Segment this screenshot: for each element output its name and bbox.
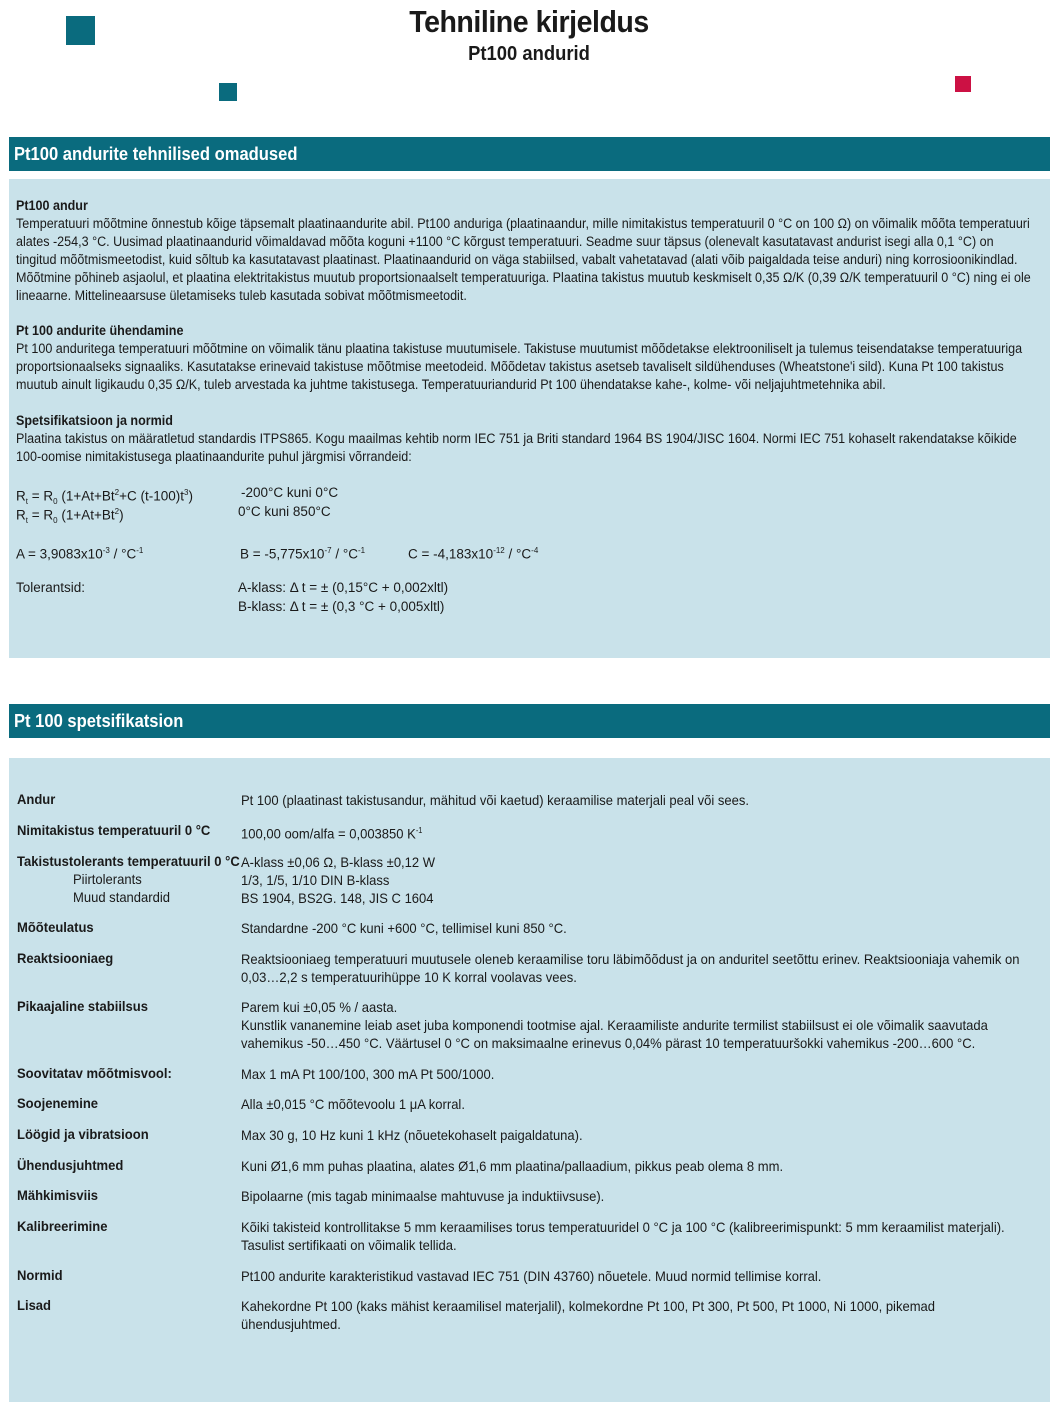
spec-label: Soovitatav mõõtmisvool: [17,1065,172,1081]
spec-value: BS 1904, BS2G. 148, JIS C 1604 [241,890,434,906]
spec-label: Kalibreerimine [17,1218,108,1234]
spec-label: Andur [17,791,56,807]
coefficient-b: $B = -5,775x10^{-7} / ^\circ C^{-1}$ [240,546,366,562]
spec-label: Ühendusjuhtmed [17,1157,124,1173]
decor-square-red [955,76,971,92]
spec-label: Reaktsiooniaeg [17,950,114,966]
text-line: lineaarne. Mittelineaarsuse ületamiseks tuleb kasutada sobivat mõõtmismeetodit. [16,288,467,303]
spec-value: Alla ±0,015 °C mõõtevoolu 1 μA korral. [241,1096,465,1112]
page-title: Tehniline kirjeldus [409,4,649,39]
coefficient-a: $A = 3,9083x10^{-3} / ^\circ C^{-1}$ [16,546,144,562]
paragraph-andur [16,197,1058,305]
spec-label: Soojenemine [17,1095,99,1111]
spec-value: Kunstlik vananemine leiab aset juba komponendi tootmise ajal. Keraamiliste andurite termilist stabiilsust ei ole võimalik saavutada [241,1017,988,1033]
spec-label: Takistustolerants temperatuuril 0 °C [17,853,240,869]
paragraph-specification [16,412,1058,466]
spec-label: Mõõteulatus [17,919,94,935]
spec-label: Lisad [17,1297,52,1313]
text-line: muutub ainult ligikaudu 0,35 Ω/K, tuleb arvestada ka juhtme takistusega. Temperatuuriandurid Pt 100 ühendatakse kahe-, kolme- või neljajuhtmetehnika abil. [16,377,886,392]
formula-range-high: 0°C kuni 850°C [238,504,331,519]
text-line: Plaatina takistus on määratletud standardis ITPS865. Kogu maailmas kehtib norm IEC 751 ja Briti standard 1964 BS 1904/JISC 1604. Normi IEC 751 kohaselt rakendatakse kõikide [16,431,1017,446]
paragraph-connection [16,322,1058,394]
spec-sublabel: Piirtolerants [73,871,142,887]
spec-value: vahemikus -50…450 °C. Väärtusel 0 °C on maksimaalne erinevus 0,04% pärast 10 temperatuuršokki vahemikus -200…600 °C. [241,1035,976,1051]
section-heading: Pt100 andurite tehnilised omadused [14,144,298,164]
spec-value: Max 1 mA Pt 100/100, 300 mA Pt 500/1000. [241,1066,495,1082]
paragraph-title: Spetsifikatsioon ja normid [16,413,173,428]
section-header-properties [9,137,1050,171]
tolerance-class-b: B-klass: Δ t = ± (0,3 °C + 0,005xltl) [238,599,445,614]
spec-value: Bipolaarne (mis tagab minimaalse mahtuvuse ja induktiivsuse). [241,1188,605,1204]
spec-value: Pt100 andurite karakteristikud vastavad IEC 751 (DIN 43760) nõuetele. Muud normid tellimise korral. [241,1268,822,1284]
spec-value-text: 100,00 oom/alfa = 0,003850 K [241,825,416,842]
spec-value: Kahekordne Pt 100 (kaks mähist keraamilisel materjalil), kolmekordne Pt 100, Pt 300, Pt 500, Pt 1000, Ni 1000, pikemad [241,1298,936,1314]
spec-value: Tasulist sertifikaati on võimalik tellida. [241,1237,457,1253]
spec-value: 1/3, 1/5, 1/10 DIN B-klass [241,872,390,888]
spec-value: Kõiki takisteid kontrollitakse 5 mm keraamilises torus temperatuuridel 0 °C ja 100 °C (kalibreerimispunkt: 5 mm keraamilist materjali). [241,1219,1005,1235]
spec-value: Kuni Ø1,6 mm puhas plaatina, alates Ø1,6 mm plaatina/pallaadium, pikkus peab olema 8 mm. [241,1158,784,1174]
spec-sublabel: Muud standardid [73,889,170,905]
spec-label: Nimitakistus temperatuuril 0 °C [17,822,211,838]
spec-value: Parem kui ±0,05 % / aasta. [241,999,398,1015]
spec-value: A-klass ±0,06 Ω, B-klass ±0,12 W [241,854,436,870]
tolerance-class-a: A-klass: Δ t = ± (0,15°C + 0,002xltl) [238,580,449,595]
paragraph-title: Pt 100 andurite ühendamine [16,323,184,338]
spec-value: Reaktsiooniaeg temperatuuri muutusele oleneb keraamilise toru läbimõõdust ja on anduritel seetõttu erinev. Reaktsiooniaja vahemik on [241,951,1020,967]
spec-label: Normid [17,1267,63,1283]
spec-label: Pikaajaline stabiilsus [17,998,148,1014]
spec-value: 0,03…2,2 s temperatuurihüppe 10 K korral voolavas vees. [241,969,577,985]
section-header-specification [9,704,1050,738]
coefficient-c: $C = -4,183x10^{-12} / ^\circ C^{-4}$ [408,546,539,562]
spec-value: Pt 100 (plaatinast takistusandur, mähitud või kaetud) keraamilise materjali peal või sees. [241,792,750,808]
text-line: Pt 100 anduritega temperatuuri mõõtmine on võimalik tänu plaatina takistuse muutumisele. Takistuse muutumist mõõdetakse elektrooniliselt ja tulemus teisendatakse temperatuuriga [16,341,1023,356]
spec-label: Mähkimisviis [17,1187,99,1203]
spec-value: Standardne -200 °C kuni +600 °C, tellimisel kuni 850 °C. [241,920,567,936]
text-line: Temperatuuri mõõtmine õnnestub kõige täpsemalt plaatinaandurite abil. Pt100 anduriga (plaatinaandur, mille nimitakistus temperatuuril 0 °C on 100 Ω) on võimalik mõõta temperatuuri [16,216,1030,231]
text-line: proportsionaalseks signaaliks. Kasutatakse erinevaid takistuse mõõtmise meetodeid. Mõõdetav takistus asetseb tavaliselt sildühenduses (Wheatstone'i sild). Kuna Pt 100 takistus [16,359,1004,374]
tolerance-label: Tolerantsid: [16,580,86,595]
section-heading: Pt 100 spetsifikatsion [14,711,184,731]
paragraph-title: Pt100 andur [16,198,88,213]
text-line: 100-oomise nimitakistusega plaatinaandurite puhul järgmisi võrrandeid: [16,449,412,464]
decor-square-teal-small [219,83,237,101]
spec-value: ühendusjuhtmed. [241,1316,341,1332]
spec-value: Max 30 g, 10 Hz kuni 1 kHz (nõuetekohaselt paigaldatuna). [241,1127,583,1143]
text-line: Mõõtmine põhineb asjaolul, et plaatina elektritakistus muutub proportsionaalselt temperatuuriga. Plaatina takistus muutub keskmiselt 0,35 Ω/K (0,39 Ω/K temperatuuril 0 °C) ning ei ole [16,270,1031,285]
spec-label: Löögid ja vibratsioon [17,1126,149,1142]
spec-value: 100,00 oom/alfa = 0,003850 $K^{-1}$ [241,825,423,842]
formula-rt-low: $R_t = R_0$ ($1+At+Bt^2+C$ $(t-100)t^3$) [16,488,193,507]
text-line: alates -254,3 °C. Uusimad plaatinaandurid võimaldavad mõõta koguni +1100 °C kõrgust temperatuuri. Seadme suur täpsus (olenevalt kasutatavast andurist isegi alla 0,1 °C) on [16,234,994,249]
page-subtitle: Pt100 andurid [468,43,590,65]
text-line: tingitud mõõtmismeetodist, kuid sõltub ka kasutatavast plaatinast. Plaatinaandurid on väga stabiilsed, vabalt vahetatavad (alati võib paigaldada teise anduri) ning korrosioonikindlad. [16,252,1018,267]
formula-rt-high: $R_t = R_0$ $(1+At+Bt^2)$ [16,507,124,526]
formula-range-low: -200°C kuni 0°C [241,485,339,500]
